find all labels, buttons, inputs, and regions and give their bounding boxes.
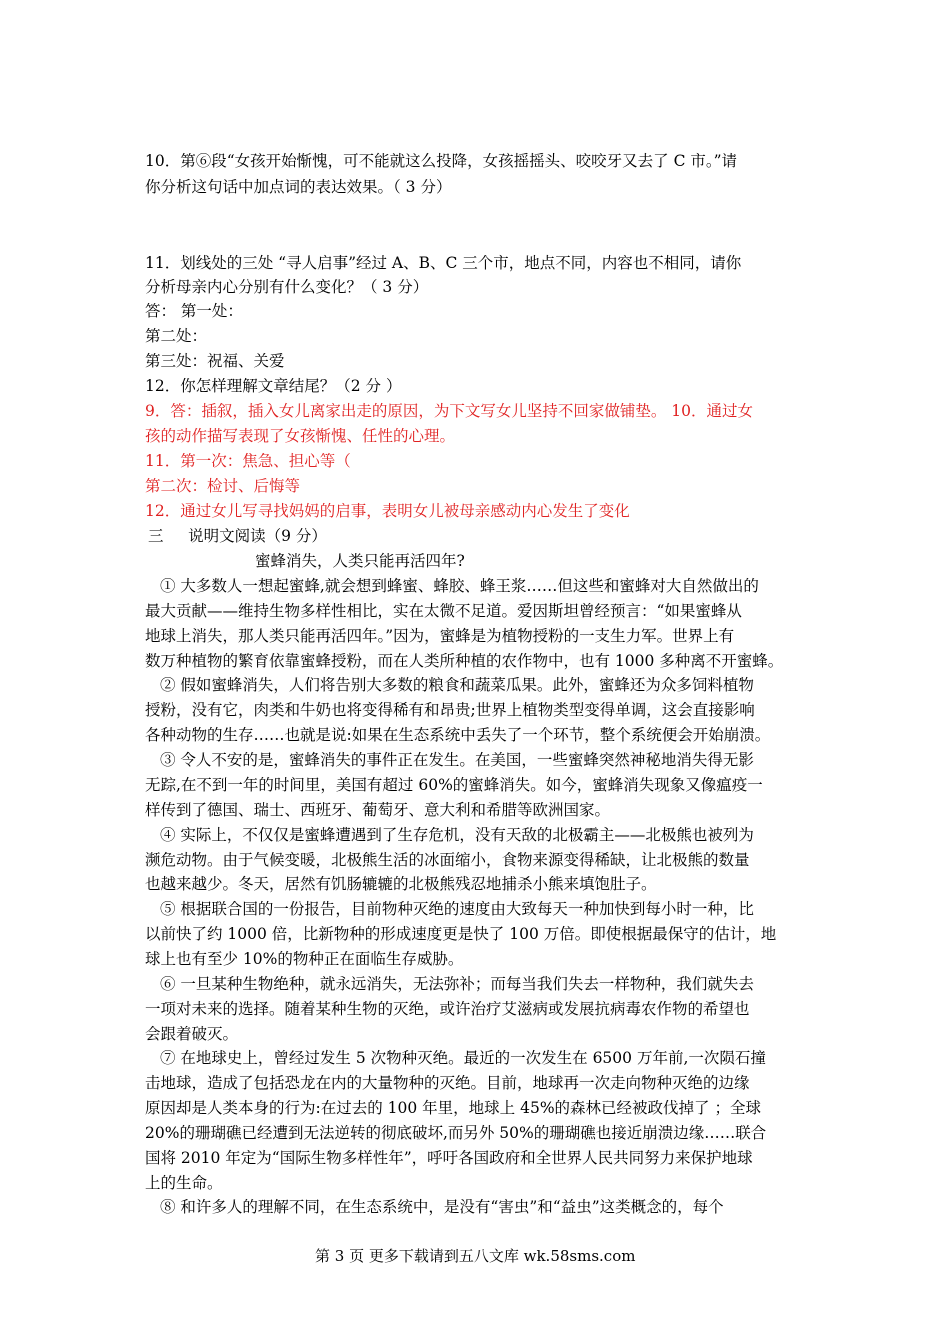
answer-key-line: 11．第一次：焦急、担心等（ <box>145 452 351 470</box>
paragraph-8-line: ⑧ 和许多人的理解不同，在生态系统中，是没有“害虫”和“益虫”这类概念的，每个 <box>160 1198 724 1216</box>
paragraph-6-line: ⑥ 一旦某种生物绝种，就永远消失，无法弥补；而每当我们失去一样物种，我们就失去 <box>160 975 754 993</box>
paragraph-3-line: ③ 令人不安的是，蜜蜂消失的事件正在发生。在美国，一些蜜蜂突然神秘地消失得无影 <box>160 751 754 769</box>
question-10-line-2: 你分析这句话中加点词的表达效果。（ 3 分） <box>145 178 452 196</box>
paragraph-5-line: 球上也有至少 10%的物种正在面临生存威胁。 <box>145 950 464 968</box>
paragraph-2-line: ② 假如蜜蜂消失，人们将告别大多数的粮食和蔬菜瓜果。此外，蜜蜂还为众多饲料植物 <box>160 676 754 694</box>
paragraph-7-line: 击地球，造成了包括恐龙在内的大量物种的灭绝。目前，地球再一次走向物种灭绝的边缘 <box>145 1074 750 1092</box>
page-footer: 第 3 页 更多下载请到五八文库 wk.58sms.com <box>315 1247 636 1265</box>
paragraph-1-line: 最大贡献——维持生物多样性相比，实在太微不足道。爱因斯坦曾经预言：“如果蜜蜂从 <box>145 602 742 620</box>
answer-third: 第三处：祝福、关爱 <box>145 352 285 370</box>
paragraph-2-line: 授粉，没有它，肉类和牛奶也将变得稀有和昂贵;世界上植物类型变得单调，这会直接影响 <box>145 701 755 719</box>
paragraph-7-line: 上的生命。 <box>145 1174 223 1192</box>
paragraph-5-line: ⑤ 根据联合国的一份报告，目前物种灭绝的速度由大致每天一种加快到每小时一种，比 <box>160 900 754 918</box>
paragraph-2-line: 各种动物的生存……也就是说:如果在生态系统中丢失了一个环节，整个系统便会开始崩溃。 <box>145 726 771 744</box>
question-10-line-1: 10．第⑥段“女孩开始惭愧，可不能就这么投降，女孩摇摇头、咬咬牙又去了 C 市。”请 <box>145 152 738 170</box>
answer-first: 答： 第一处： <box>145 302 243 320</box>
paragraph-1-line: 地球上消失，那人类只能再活四年。”因为，蜜蜂是为植物授粉的一支生力军。世界上有 <box>145 627 735 645</box>
section-heading: 三 说明文阅读（9 分） <box>148 527 327 545</box>
paragraph-7-line: 20%的珊瑚礁已经遭到无法逆转的彻底破坏,而另外 50%的珊瑚礁也接近崩溃边缘……联合 <box>145 1124 767 1142</box>
answer-key-line: 9．答：插叙，插入女儿离家出走的原因，为下文写女儿坚持不回家做铺垫。 10．通过女 <box>145 402 754 420</box>
question-11-line-1: 11．划线处的三处 “寻人启事”经过 A、B、C 三个市，地点不同，内容也不相同，请你 <box>145 254 742 272</box>
paragraph-1-line: ① 大多数人一想起蜜蜂,就会想到蜂蜜、蜂胶、蜂王浆……但这些和蜜蜂对大自然做出的 <box>160 577 759 595</box>
answer-key-line: 第二次：检讨、后悔等 <box>145 477 301 495</box>
paragraph-7-line: ⑦ 在地球史上，曾经过发生 5 次物种灭绝。最近的一次发生在 6500 万年前,一次陨石撞 <box>160 1049 766 1067</box>
answer-key-line: 12．通过女儿写寻找妈妈的启事，表明女儿被母亲感动内心发生了变化 <box>145 502 630 520</box>
paragraph-3-line: 无踪,在不到一年的时间里，美国有超过 60%的蜜蜂消失。如今，蜜蜂消失现象又像瘟疫一 <box>145 776 763 794</box>
answer-second: 第二处： <box>145 327 208 345</box>
paragraph-4-line: ④ 实际上，不仅仅是蜜蜂遭遇到了生存危机，没有天敌的北极霸主——北极熊也被列为 <box>160 826 754 844</box>
paragraph-6-line: 会跟着破灭。 <box>145 1025 239 1043</box>
paragraph-4-line: 濒危动物。由于气候变暖，北极熊生活的冰面缩小，食物来源变得稀缺，让北极熊的数量 <box>145 851 750 869</box>
paragraph-5-line: 以前快了约 1000 倍，比新物种的形成速度更是快了 100 万倍。即使根据最保守的估计，地 <box>145 925 777 943</box>
question-12: 12．你怎样理解文章结尾？（2 分 ） <box>145 377 402 395</box>
paragraph-6-line: 一项对未来的选择。随着某种生物的灭绝，或许治疗艾滋病或发展抗病毒农作物的希望也 <box>145 1000 750 1018</box>
paragraph-1-line: 数万种植物的繁育依靠蜜蜂授粉，而在人类所种植的农作物中，也有 1000 多种离不开蜜蜂。 <box>145 652 784 670</box>
paragraph-7-line: 国将 2010 年定为“国际生物多样性年”，呼吁各国政府和全世界人民共同努力来保护地球 <box>145 1149 753 1167</box>
answer-key-line: 孩的动作描写表现了女孩惭愧、任性的心理。 <box>145 427 456 445</box>
question-11-line-2: 分析母亲内心分别有什么变化？（ 3 分） <box>145 278 429 296</box>
paragraph-7-line: 原因却是人类本身的行为:在过去的 100 年里，地球上 45%的森林已经被政伐掉了 ；全球 <box>145 1099 761 1117</box>
article-title: 蜜蜂消失，人类只能再活四年? <box>255 552 465 570</box>
paragraph-4-line: 也越来越少。冬天，居然有饥肠辘辘的北极熊残忍地捕杀小熊来填饱肚子。 <box>145 875 657 893</box>
paragraph-3-line: 样传到了德国、瑞士、西班牙、葡萄牙、意大利和希腊等欧洲国家。 <box>145 801 611 819</box>
